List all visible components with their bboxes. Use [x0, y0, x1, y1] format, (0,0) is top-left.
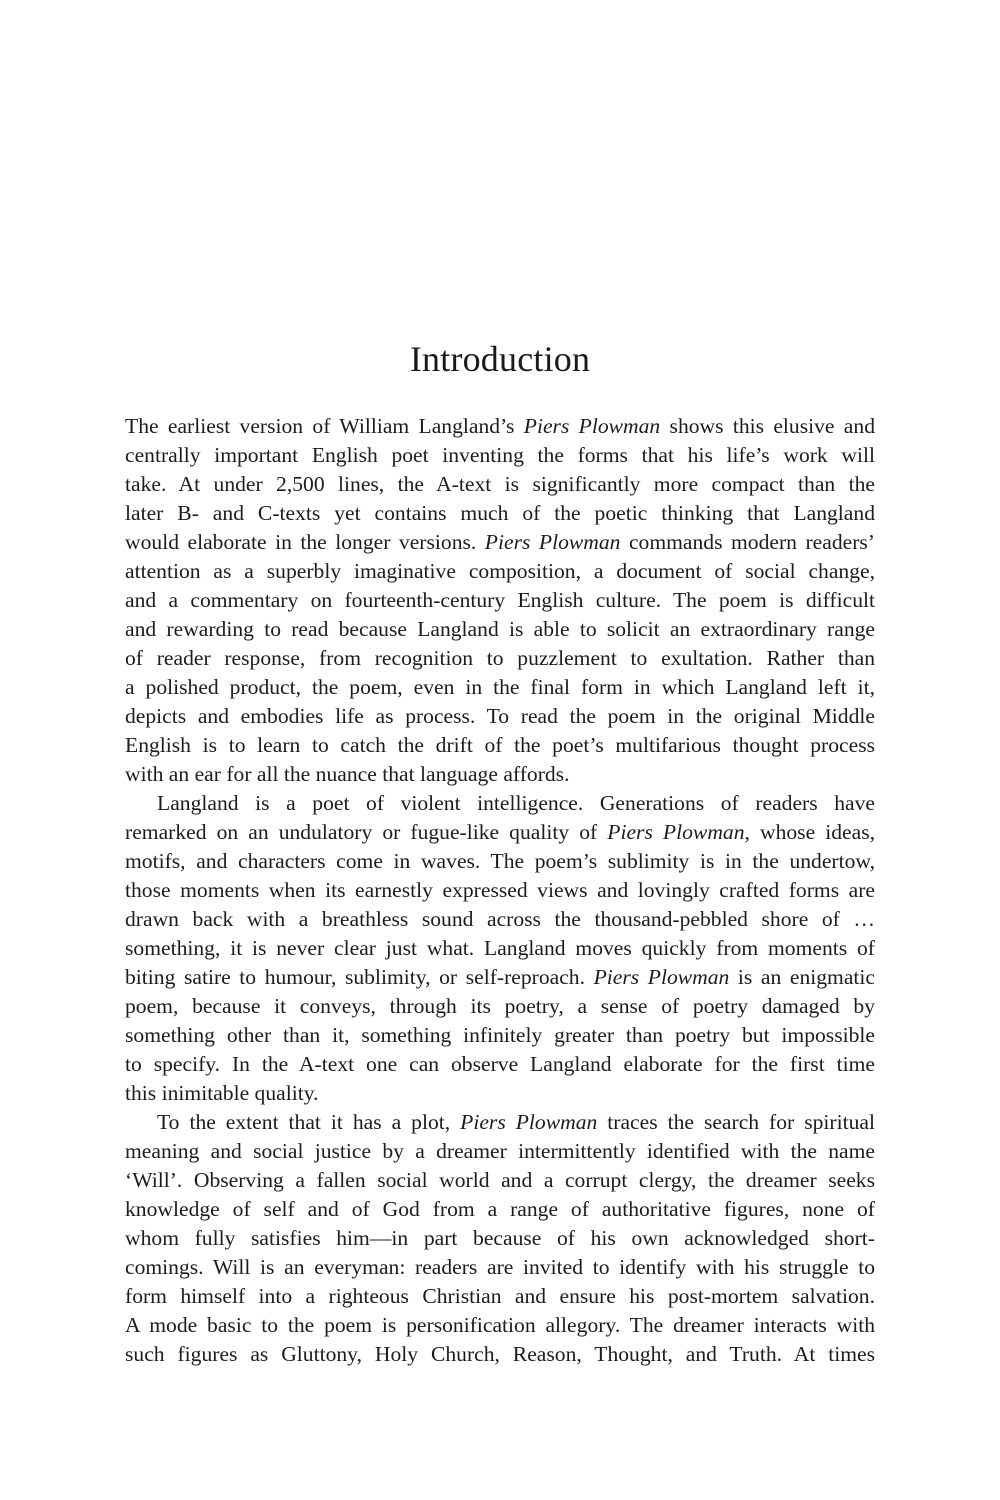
text-segment: with an ear for all the nuance that language affords.: [125, 762, 570, 786]
text-line: [125, 847, 875, 876]
italic-title: Piers Plowman: [607, 820, 745, 844]
text-segment: motifs, and characters come in waves. The poem’s sublimity is in the undertow,: [125, 849, 875, 873]
text-segment: English is to learn to catch the drift of the poet’s multifarious thought process: [125, 733, 875, 757]
text-line: [125, 673, 875, 702]
text-segment: such figures as Gluttony, Holy Church, Reason, Thought, and Truth. At times: [125, 1342, 875, 1366]
paragraph: [125, 1108, 875, 1369]
text-line: [125, 1195, 875, 1224]
text-segment: whom fully satisfies him—in part because of his own acknowledged short-: [125, 1226, 875, 1250]
text-line: [125, 818, 875, 847]
text-segment: and rewarding to read because Langland is able to solicit an extraordinary range: [125, 617, 875, 641]
text-segment: The earliest version of William Langland’s: [125, 414, 524, 438]
text-segment: depicts and embodies life as process. To read the poem in the original Middle: [125, 704, 875, 728]
text-segment: poem, because it conveys, through its poetry, a sense of poetry damaged by: [125, 994, 875, 1018]
text-segment: this inimitable quality.: [125, 1081, 319, 1105]
text-line: [125, 615, 875, 644]
text-segment: to specify. In the A-text one can observe Langland elaborate for the first time: [125, 1052, 875, 1076]
text-segment: something other than it, something infinitely greater than poetry but impossible: [125, 1023, 875, 1047]
text-segment: Langland is a poet of violent intelligence. Generations of readers have: [157, 791, 875, 815]
text-segment: take. At under 2,500 lines, the A-text is significantly more compact than the: [125, 472, 875, 496]
text-segment: biting satire to humour, sublimity, or self-reproach.: [125, 965, 594, 989]
text-line: [125, 702, 875, 731]
text-segment: is an enigmatic: [729, 965, 876, 989]
text-line: [125, 1079, 875, 1108]
text-line: [125, 876, 875, 905]
text-line: [125, 557, 875, 586]
text-segment: those moments when its earnestly expressed views and lovingly crafted forms are: [125, 878, 875, 902]
italic-title: Piers Plowman: [484, 530, 621, 554]
paragraph: [125, 412, 875, 789]
chapter-title: Introduction: [409, 339, 591, 380]
italic-title: Piers Plowman: [593, 965, 730, 989]
text-segment: of reader response, from recognition to puzzlement to exultation. Rather than: [125, 646, 875, 670]
text-segment: drawn back with a breathless sound across the thousand-pebbled shore of …: [125, 907, 875, 931]
text-line: [125, 1311, 875, 1340]
text-line: [125, 644, 875, 673]
text-line: [125, 1282, 875, 1311]
text-segment: meaning and social justice by a dreamer intermittently identified with the name: [125, 1139, 875, 1163]
paragraph: [125, 789, 875, 1108]
text-segment: knowledge of self and of God from a range of authoritative figures, none of: [125, 1197, 875, 1221]
text-line: [125, 586, 875, 615]
text-line: [125, 992, 875, 1021]
text-segment: would elaborate in the longer versions.: [125, 530, 485, 554]
text-line: [125, 934, 875, 963]
text-segment: To the extent that it has a plot,: [157, 1110, 461, 1134]
text-line: [125, 1021, 875, 1050]
text-line: [125, 528, 875, 557]
text-line: [125, 412, 875, 441]
text-line: [125, 1253, 875, 1282]
text-line: [125, 789, 875, 818]
text-segment: comings. Will is an everyman: readers are invited to identify with his struggle to: [125, 1255, 875, 1279]
text-line: [125, 963, 875, 992]
text-line: [125, 441, 875, 470]
text-segment: remarked on an undulatory or fugue-like quality of: [125, 820, 608, 844]
text-line: [125, 1224, 875, 1253]
text-line: [125, 1166, 875, 1195]
text-segment: attention as a superbly imaginative composition, a document of social change,: [125, 559, 875, 583]
text-segment: traces the search for spiritual: [597, 1110, 875, 1134]
text-line: [125, 760, 875, 789]
text-segment: commands modern readers’: [620, 530, 875, 554]
text-segment: later B- and C-texts yet contains much of the poetic thinking that Langland: [125, 501, 875, 525]
text-segment: , whose ideas,: [744, 820, 875, 844]
italic-title: Piers Plowman: [460, 1110, 598, 1134]
text-segment: and a commentary on fourteenth-century English culture. The poem is difficult: [125, 588, 875, 612]
text-line: [125, 1137, 875, 1166]
text-line: [125, 499, 875, 528]
text-line: [125, 1108, 875, 1137]
text-segment: something, it is never clear just what. Langland moves quickly from moments of: [125, 936, 875, 960]
italic-title: Piers Plowman: [523, 414, 661, 438]
body-text: [125, 412, 875, 1369]
text-line: [125, 470, 875, 499]
text-segment: a polished product, the poem, even in the final form in which Langland left it,: [125, 675, 875, 699]
text-line: [125, 1050, 875, 1079]
text-line: [125, 905, 875, 934]
text-segment: ‘Will’. Observing a fallen social world and a corrupt clergy, the dreamer seeks: [125, 1168, 875, 1192]
text-line: [125, 1340, 875, 1369]
text-segment: A mode basic to the poem is personification allegory. The dreamer interacts with: [125, 1313, 875, 1337]
text-segment: centrally important English poet inventing the forms that his life’s work will: [125, 443, 875, 467]
text-segment: form himself into a righteous Christian and ensure his post-mortem salvation.: [125, 1284, 875, 1308]
text-line: [125, 731, 875, 760]
text-segment: shows this elusive and: [660, 414, 875, 438]
